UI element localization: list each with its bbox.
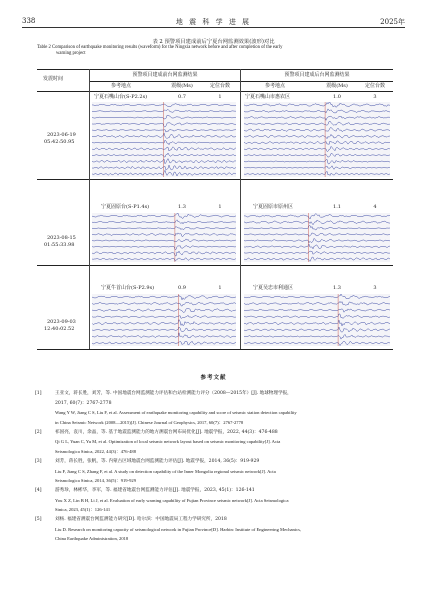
waveform-panel bbox=[244, 294, 390, 346]
row2-date: 2023-08-15 bbox=[47, 235, 76, 241]
reference-line bbox=[35, 457, 401, 467]
row1-before-magnitude: 0.7 bbox=[178, 94, 186, 100]
reference-number: [3] bbox=[35, 458, 42, 464]
reference-line bbox=[35, 515, 401, 525]
table-caption-cn: 表 2 预警项目建成前后宁夏台网监测效果(波形)对比 bbox=[152, 39, 275, 45]
reference-number: [5] bbox=[35, 516, 42, 522]
header-after-location: 定位台数 bbox=[364, 83, 386, 89]
row3-before-station: 宁夏牛首山台(S-P2.9s) bbox=[101, 285, 155, 291]
references-list bbox=[35, 389, 401, 544]
row2-before-count: 1 bbox=[218, 204, 222, 210]
reference-text: Liu F, Jiang C S, Zhang F, et al. A study on detection capability of the Inner Mongolia regional seismic network[J]. Acta bbox=[55, 468, 276, 474]
reference-text: Qi G L, Yuan C, Yu M, et al. Optimization of local seismic network layout based on seismic monitoring capability[J]. Acta bbox=[55, 439, 281, 445]
row2-after-station: 宁夏固原市原州区 bbox=[253, 204, 294, 210]
reference-text: 2017, 60(7)：2767-2778 bbox=[55, 400, 112, 406]
table-caption-en-line1: Table 2 Comparison of earthquake monitoring results (waveform) for the Ningxia network before and after completion of the early bbox=[37, 45, 283, 50]
waveform-row3-after bbox=[244, 294, 390, 346]
page-number: 338 bbox=[22, 17, 36, 25]
reference-line bbox=[41, 447, 401, 457]
row1-time: 05:42:50.95 bbox=[44, 139, 75, 145]
row1-before-count: 1 bbox=[218, 94, 222, 100]
waveform-row1-before bbox=[92, 102, 236, 177]
reference-text: in China Seismic Network (2008—2015)[J]. Chinese Journal of Geophysics, 2017, 60(7)：2767-2778 bbox=[55, 420, 244, 426]
header-rule bbox=[22, 27, 405, 28]
table-bottom-rule bbox=[37, 349, 393, 350]
header-before-magnitude: 震级(Ms) bbox=[171, 83, 193, 89]
header-group-after: 预警项目建成后台网监测结果 bbox=[284, 72, 350, 78]
reference-text: 祁国亮，袁川，余晶，等. 基于地震监测能力的地方测震台网布局优化[J]. 地震学报，2022, 44(3)：476-488 bbox=[55, 429, 278, 435]
waveform-row2-after bbox=[244, 213, 390, 262]
row1-after-station: 宁夏石嘴山市惠农区 bbox=[245, 94, 291, 100]
reference-text: Liu D. Research on monitoring capacity of seismological network in Fujian Province[D]. Harbin: Institute of Engineering Mechanics, bbox=[55, 526, 302, 532]
waveform-row3-before bbox=[92, 294, 236, 346]
table-caption-en bbox=[37, 45, 397, 57]
row1-after-count: 3 bbox=[373, 94, 377, 100]
waveform-panel bbox=[92, 294, 236, 346]
reference-text: Sinica, 2023, 45(1)：126-141 bbox=[55, 507, 111, 513]
row1-before-station: 宁夏石嘴山台(S-P2.2s) bbox=[94, 94, 148, 100]
reference-line bbox=[41, 525, 401, 535]
row3-date: 2023-09-03 bbox=[47, 319, 76, 325]
table-col-divider-1 bbox=[89, 69, 90, 349]
reference-line bbox=[35, 389, 401, 399]
reference-line bbox=[41, 505, 401, 515]
row2-time: 01:55:33.98 bbox=[44, 242, 75, 248]
reference-text: China Earthquake Administration, 2018 bbox=[55, 536, 129, 542]
reference-line bbox=[35, 428, 401, 438]
waveform-panel bbox=[244, 102, 390, 177]
waveform-row1-after bbox=[244, 102, 390, 177]
comparison-table bbox=[37, 69, 393, 349]
publication-year: 2025年 bbox=[380, 18, 405, 26]
reference-line bbox=[41, 399, 401, 409]
row3-time: 12:40:02.52 bbox=[44, 326, 75, 332]
row2-after-count: 4 bbox=[373, 204, 377, 210]
reference-line bbox=[41, 418, 401, 428]
reference-line bbox=[41, 408, 401, 418]
waveform-panel bbox=[92, 213, 236, 262]
reference-text: Seismologica Sinica, 2014, 36(5)：919-929 bbox=[55, 478, 137, 484]
row3-before-count: 1 bbox=[218, 285, 222, 291]
reference-line bbox=[41, 476, 401, 486]
row1-date: 2023-06-19 bbox=[47, 132, 76, 138]
reference-line bbox=[41, 534, 401, 544]
row3-after-count: 3 bbox=[373, 285, 377, 291]
row2-before-magnitude: 1.3 bbox=[178, 204, 186, 210]
reference-line bbox=[41, 437, 401, 447]
header-after-magnitude: 震级(Ms) bbox=[326, 83, 348, 89]
table-group-rule bbox=[89, 81, 393, 82]
waveform-row2-before bbox=[92, 213, 236, 262]
reference-line bbox=[41, 467, 401, 477]
reference-line bbox=[41, 496, 401, 506]
table-top-rule bbox=[37, 69, 393, 70]
reference-text: 刘杨. 福建省测震台网监测能力研究[D]. 哈尔滨：中国地震局工程力学研究所，2018 bbox=[55, 516, 227, 522]
reference-text: 刘芳，蒋长胜，张帆，等. 内蒙古区域地震台网监测能力评估[J]. 地震学报，2014, 36(5)：919-929 bbox=[55, 458, 260, 464]
journal-title: 地 震 科 学 进 展 bbox=[175, 18, 252, 26]
row1-after-magnitude: 1.0 bbox=[333, 94, 341, 100]
reference-text: You X Z, Lin B H, Li J, et al. Evaluation of early warning capability of Fujian Province seismic network[J]. Acta Seismologica bbox=[55, 497, 289, 503]
row3-after-magnitude: 1.3 bbox=[333, 285, 341, 291]
header-before-location: 定位台数 bbox=[209, 83, 231, 89]
table-col-divider-2 bbox=[240, 69, 241, 349]
row2-after-magnitude: 1.1 bbox=[333, 204, 341, 210]
reference-number: [1] bbox=[35, 391, 42, 396]
row3-after-station: 宁夏吴忠市利通区 bbox=[253, 285, 294, 291]
page-header bbox=[22, 15, 405, 29]
waveform-panel bbox=[92, 102, 236, 177]
row3-before-magnitude: 0.9 bbox=[178, 285, 186, 291]
references-title: 参考文献 bbox=[200, 375, 227, 381]
row2-before-station: 宁夏固原台(S-P1.4s) bbox=[101, 204, 150, 210]
header-event-time: 发震时间 bbox=[43, 76, 64, 82]
table-header-rule bbox=[37, 91, 393, 92]
table-caption-en-line2: warning project bbox=[56, 51, 86, 57]
reference-number: [4] bbox=[35, 487, 42, 493]
reference-text: 游秀珍，林彬华，李军，等. 福建省地震台网监测能力评估[J]. 地震学报，2023, 45(1)：126-141 bbox=[55, 487, 255, 493]
reference-number: [2] bbox=[35, 429, 42, 435]
reference-text: Seismologica Sinica, 2022, 44(3)：476-488 bbox=[55, 449, 137, 455]
reference-line bbox=[35, 486, 401, 496]
header-group-before: 预警项目建成前台网监测结果 bbox=[132, 72, 198, 78]
reference-text: Wang Y W, Jiang C S, Liu F, et al. Assessment of earthquake monitoring capability and score of seismic station detection capability bbox=[55, 410, 297, 416]
table-row-rule-2 bbox=[37, 265, 393, 266]
reference-text: 王亚文，蒋长胜，刘芳，等. 中国地震台网监测能力评估和台站检测能力评分（2008—2015年）[J]. 地球物理学报， bbox=[55, 391, 292, 396]
table-row-rule-1 bbox=[37, 179, 393, 180]
header-after-station: 参考地点 bbox=[264, 83, 286, 89]
header-before-station: 参考地点 bbox=[110, 83, 132, 89]
